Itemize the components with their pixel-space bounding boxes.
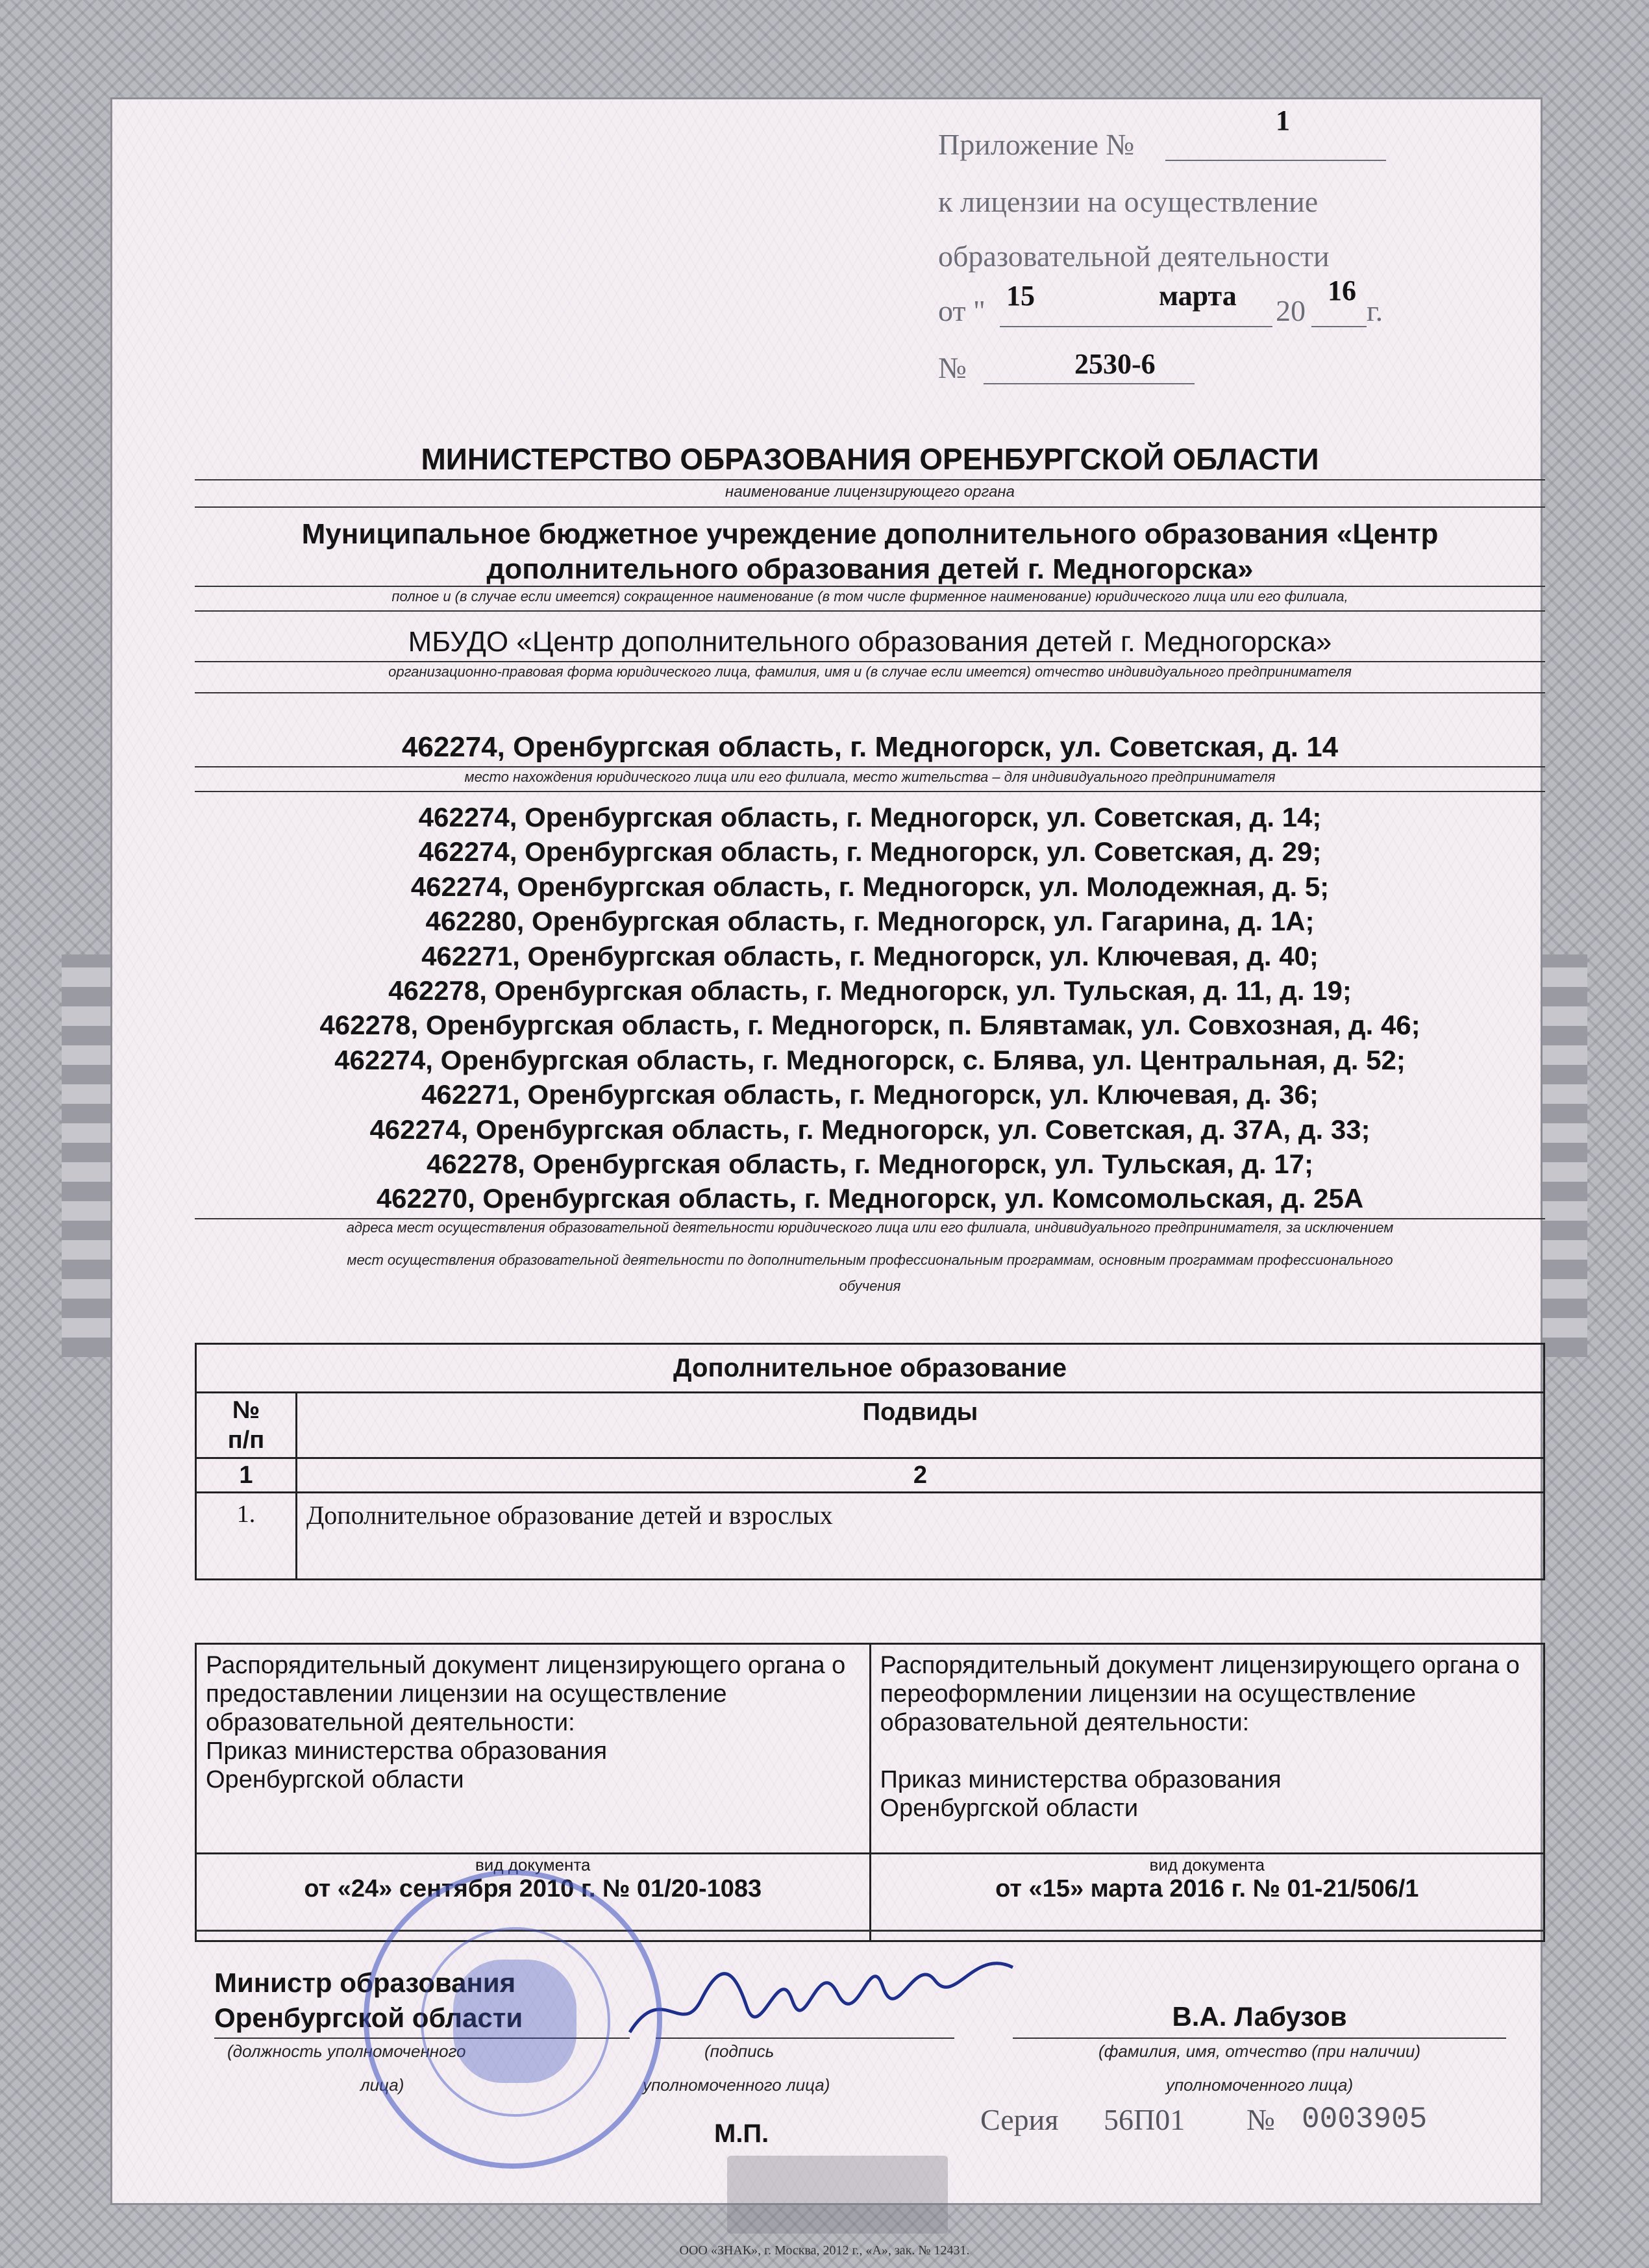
position-caption-1: (должность уполномоченного <box>227 2041 466 2061</box>
year-line <box>1311 326 1367 327</box>
org-address-line <box>195 766 1545 767</box>
col-num-index: 1 <box>196 1458 297 1493</box>
appendix-number: 1 <box>1276 105 1290 136</box>
date-year: 16 <box>1328 275 1356 306</box>
place-item: 462274, Оренбургская область, г. Медногорск, ул. Советская, д. 37А, д. 33; <box>369 1114 1370 1145</box>
table-row <box>196 1493 1544 1580</box>
place-item: 462271, Оренбургская область, г. Медногорск, ул. Ключевая, д. 40; <box>421 940 1319 971</box>
signer-position-1: Министр образования <box>214 1967 516 1998</box>
place-item: 462278, Оренбургская область, г. Медногорск, ул. Тульская, д. 17; <box>426 1149 1313 1180</box>
position-caption-2: лица) <box>360 2075 404 2095</box>
place-item: 462271, Оренбургская область, г. Медногорск, ул. Ключевая, д. 36; <box>421 1079 1319 1110</box>
right-doc-title: Распорядительный документ лицензирующего органа о переоформлении лицензии на осуществление образовательной деятельности: <box>880 1652 1520 1736</box>
sign-caption-2: уполномоченного лица) <box>643 2075 830 2095</box>
places-list <box>195 800 1545 1216</box>
date-year-prefix: 20 <box>1276 294 1306 327</box>
org-address-caption: место нахождения юридического лица или его филиала, место жительства – для индивидуального предпринимателя <box>464 769 1276 785</box>
license-no-line <box>984 383 1195 384</box>
license-no: 2530-6 <box>1074 348 1156 380</box>
org-top-line <box>195 506 1545 508</box>
authority-caption: наименование лицензирующего органа <box>725 483 1015 501</box>
signer-name: В.А. Лабузов <box>1172 2001 1347 2032</box>
col-subtype-index: 2 <box>297 1458 1544 1493</box>
left-doc-title: Распорядительный документ лицензирующего органа о предоставлении лицензии на осуществление образовательной деятельности: <box>206 1652 846 1736</box>
org-full-name-2: дополнительного образования детей г. Медногорска» <box>486 553 1254 585</box>
place-item: 462274, Оренбургская область, г. Медногорск, ул. Советская, д. 14; <box>418 802 1322 832</box>
org-address: 462274, Оренбургская область, г. Медногорск, ул. Советская, д. 14 <box>401 731 1339 763</box>
authority-name: МИНИСТЕРСТВО ОБРАЗОВАНИЯ ОРЕНБУРГСКОЙ ОБЛАСТИ <box>421 442 1319 476</box>
places-caption-3: обучения <box>839 1278 901 1294</box>
license-no-label: № <box>938 351 967 384</box>
row-num: 1. <box>196 1493 297 1580</box>
place-item: 462278, Оренбургская область, г. Медногорск, п. Блявтамак, ул. Совхозная, д. 46; <box>319 1010 1420 1041</box>
name-line <box>1013 2037 1506 2039</box>
eagle-emblem-icon <box>453 1960 577 2083</box>
bottom-ornament <box>727 2156 948 2234</box>
date-line <box>1000 326 1272 327</box>
printer-imprint: ООО «ЗНАК», г. Москва, 2012 г., «А», зак. № 12431. <box>679 2243 970 2258</box>
subtypes-table <box>195 1343 1545 1580</box>
appendix-line-1: к лицензии на осуществление <box>938 185 1319 218</box>
places-caption-1: адреса мест осуществления образовательной деятельности юридического лица или его филиала, индивидуального предпринимателя, за исключением <box>346 1219 1394 1236</box>
place-item: 462274, Оренбургская область, г. Медногорск, с. Блява, ул. Центральная, д. 52; <box>334 1044 1406 1075</box>
appendix-line-2: образовательной деятельности <box>938 240 1330 273</box>
right-doc-line2: Оренбургской области <box>880 1795 1139 1822</box>
right-date-cell <box>870 1854 1544 1941</box>
place-item: 462270, Оренбургская область, г. Медногорск, ул. Комсомольская, д. 25А <box>376 1183 1364 1214</box>
left-type-caption: вид документа <box>475 1855 591 1875</box>
org-short-name: МБУДО «Центр дополнительного образования детей г. Медногорска» <box>408 626 1332 658</box>
name-caption-2: уполномоченного лица) <box>1165 2075 1354 2095</box>
left-doc-line2: Оренбургской области <box>206 1766 464 1793</box>
date-prefix: от " <box>938 294 986 327</box>
place-item: 462274, Оренбургская область, г. Медногорск, ул. Молодежная, д. 5; <box>410 871 1330 902</box>
org-name-line <box>195 586 1545 587</box>
series-number: 0003905 <box>1302 2102 1428 2136</box>
org-short-line <box>195 661 1545 662</box>
org-full-name-caption: полное и (в случае если имеется) сокращенное наименование (в том числе фирменное наименование) юридического лица или его филиала, <box>391 588 1348 604</box>
place-item: 462274, Оренбургская область, г. Медногорск, ул. Советская, д. 29; <box>418 836 1322 867</box>
sign-caption-1: (подпись <box>704 2041 775 2061</box>
col-num-header: № п/п <box>196 1393 297 1458</box>
right-type-caption: вид документа <box>1149 1855 1265 1875</box>
signer-position-2: Оренбургской области <box>214 2002 523 2033</box>
appendix-label: Приложение № <box>938 128 1135 161</box>
documents-table <box>195 1643 1545 1942</box>
stamp-place-mark: М.П. <box>714 2119 769 2148</box>
series-value: 56П01 <box>1104 2103 1185 2136</box>
place-item: 462280, Оренбургская область, г. Медногорск, ул. Гагарина, д. 1А; <box>425 906 1315 937</box>
org-short-name-caption: организационно-правовая форма юридического лица, фамилия, имя и (в случае если имеется) отчество индивидуального предпринимателя <box>388 664 1352 680</box>
left-doc-line1: Приказ министерства образования <box>206 1738 608 1765</box>
right-doc-date: от «15» марта 2016 г. № 01-21/506/1 <box>995 1875 1419 1902</box>
org-caption-line <box>195 610 1545 612</box>
subtypes-table-title: Дополнительное образование <box>196 1344 1544 1393</box>
org-blank-line <box>195 692 1545 693</box>
date-day: 15 <box>1006 280 1035 312</box>
left-doc-date: от «24» сентября 2010 г. № 01/20-1083 <box>304 1875 762 1902</box>
place-item: 462278, Оренбургская область, г. Медногорск, ул. Тульская, д. 11, д. 19; <box>388 975 1352 1006</box>
places-caption-2: мест осуществления образовательной деятельности по дополнительным профессиональным программам, основным программам профессионального <box>347 1252 1393 1268</box>
places-top-line <box>195 791 1545 792</box>
right-document-cell <box>870 1644 1544 1854</box>
series-no-label: № <box>1246 2103 1275 2136</box>
row-subtype-name: Дополнительное образование детей и взрослых <box>297 1493 1544 1580</box>
name-caption-1: (фамилия, имя, отчество (при наличии) <box>1098 2041 1421 2061</box>
date-year-suffix: г. <box>1367 294 1383 327</box>
left-document-cell <box>196 1644 871 1854</box>
org-full-name-1: Муниципальное бюджетное учреждение дополнительного образования «Центр <box>301 518 1439 550</box>
authority-line <box>195 479 1545 480</box>
col-subtype-header: Подвиды <box>297 1393 1544 1458</box>
right-doc-line1: Приказ министерства образования <box>880 1766 1282 1793</box>
series-label: Серия <box>980 2103 1059 2136</box>
handwritten-signature <box>623 1941 1026 2045</box>
appendix-number-line <box>1165 160 1386 161</box>
official-seal <box>364 1870 662 2169</box>
date-month: марта <box>1159 280 1237 312</box>
